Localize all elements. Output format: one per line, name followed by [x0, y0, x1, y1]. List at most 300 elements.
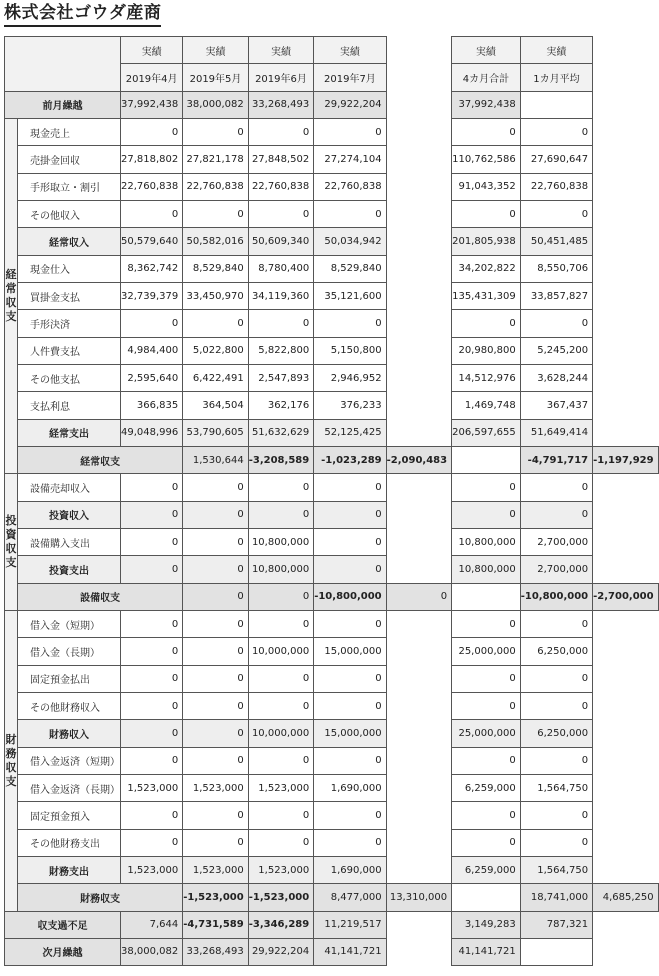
- table-cell: 50,582,016: [183, 228, 248, 255]
- table-cell: 4,984,400: [121, 337, 183, 364]
- table-cell: 34,119,360: [248, 282, 313, 309]
- table-cell: 0: [452, 829, 521, 856]
- column-header: 2019年7月: [314, 64, 386, 91]
- row-label: その他財務支出: [18, 829, 121, 856]
- table-cell: 0: [121, 556, 183, 583]
- column-gap: [452, 446, 521, 473]
- table-cell: 8,362,742: [121, 255, 183, 282]
- table-cell: 6,250,000: [520, 638, 592, 665]
- cash-flow-table: [4, 36, 659, 966]
- table-cell: -3,346,289: [248, 911, 313, 938]
- table-cell: 22,760,838: [248, 173, 313, 200]
- table-row: [5, 856, 659, 883]
- table-cell: 1,530,644: [183, 446, 248, 473]
- row-label: 手形決済: [18, 310, 121, 337]
- table-cell: 0: [314, 501, 386, 528]
- column-gap: [386, 474, 451, 501]
- row-label: 借入金（長期）: [18, 638, 121, 665]
- table-cell: 0: [248, 610, 313, 637]
- row-label: 現金売上: [18, 118, 121, 145]
- column-header: 実績: [452, 37, 521, 64]
- table-cell: 13,310,000: [386, 884, 451, 911]
- table-row: [5, 337, 659, 364]
- table-cell: 364,504: [183, 392, 248, 419]
- table-cell: 0: [248, 474, 313, 501]
- table-cell: 7,644: [121, 911, 183, 938]
- table-row: [5, 310, 659, 337]
- column-gap: [386, 118, 451, 145]
- column-gap: [386, 610, 451, 637]
- row-label: 売掛金回収: [18, 146, 121, 173]
- table-cell: 50,579,640: [121, 228, 183, 255]
- table-cell: 0: [248, 501, 313, 528]
- table-cell: 6,259,000: [452, 856, 521, 883]
- table-cell: 0: [452, 610, 521, 637]
- table-cell: 32,739,379: [121, 282, 183, 309]
- column-gap: [452, 884, 521, 911]
- table-cell: 110,762,586: [452, 146, 521, 173]
- table-row: [5, 583, 659, 610]
- table-cell: 10,800,000: [248, 528, 313, 555]
- table-cell: 0: [183, 692, 248, 719]
- table-cell: 0: [452, 200, 521, 227]
- table-row: [5, 884, 659, 911]
- table-cell: 0: [121, 528, 183, 555]
- table-row: [5, 528, 659, 555]
- column-gap: [386, 392, 451, 419]
- table-cell: 0: [314, 610, 386, 637]
- column-gap: [386, 173, 451, 200]
- table-cell: 8,550,706: [520, 255, 592, 282]
- table-cell: 4,685,250: [593, 884, 658, 911]
- table-cell: 0: [183, 528, 248, 555]
- table-cell: 27,848,502: [248, 146, 313, 173]
- table-cell: 2,700,000: [520, 528, 592, 555]
- table-cell: 0: [520, 610, 592, 637]
- table-cell: 51,632,629: [248, 419, 313, 446]
- table-cell: 53,790,605: [183, 419, 248, 446]
- table-row: [5, 802, 659, 829]
- row-label: 手形取立・割引: [18, 173, 121, 200]
- column-gap: [386, 200, 451, 227]
- table-cell: 33,268,493: [248, 91, 313, 118]
- table-cell: 50,451,485: [520, 228, 592, 255]
- row-label: 固定預金払出: [18, 665, 121, 692]
- table-row: [5, 255, 659, 282]
- table-cell: 0: [183, 501, 248, 528]
- section-label: [5, 474, 18, 611]
- table-cell: 1,523,000: [183, 774, 248, 801]
- column-gap: [452, 583, 521, 610]
- column-header: 実績: [314, 37, 386, 64]
- table-cell: 206,597,655: [452, 419, 521, 446]
- table-cell: 0: [520, 501, 592, 528]
- table-cell: 0: [248, 802, 313, 829]
- table-cell: 135,431,309: [452, 282, 521, 309]
- table-cell: 0: [314, 829, 386, 856]
- table-cell: 10,000,000: [248, 638, 313, 665]
- table-cell: -10,800,000: [520, 583, 592, 610]
- table-cell: 0: [520, 829, 592, 856]
- table-cell: 0: [452, 747, 521, 774]
- table-cell: 0: [248, 310, 313, 337]
- table-row: [5, 474, 659, 501]
- table-cell: 0: [183, 118, 248, 145]
- row-label: 支払利息: [18, 392, 121, 419]
- table-cell: 0: [183, 802, 248, 829]
- column-gap: [386, 856, 451, 883]
- table-cell: 0: [520, 118, 592, 145]
- row-label: 投資収入: [18, 501, 121, 528]
- table-cell: 0: [520, 692, 592, 719]
- table-cell: 0: [314, 310, 386, 337]
- table-cell: 366,835: [121, 392, 183, 419]
- table-cell: 5,822,800: [248, 337, 313, 364]
- table-cell: 37,992,438: [121, 91, 183, 118]
- table-row: [5, 610, 659, 637]
- table-cell: 49,048,996: [121, 419, 183, 446]
- row-label: 人件費支払: [18, 337, 121, 364]
- column-gap: [386, 692, 451, 719]
- table-cell: 5,245,200: [520, 337, 592, 364]
- table-cell: 8,529,840: [314, 255, 386, 282]
- table-cell: 0: [183, 310, 248, 337]
- column-header: 4カ月合計: [452, 64, 521, 91]
- table-cell: 0: [452, 474, 521, 501]
- table-cell: 10,800,000: [452, 556, 521, 583]
- section-label-text: 投資収支: [5, 514, 17, 570]
- table-row: [5, 501, 659, 528]
- row-label: その他財務収入: [18, 692, 121, 719]
- table-row: [5, 446, 659, 473]
- column-gap: [386, 638, 451, 665]
- table-cell: 33,268,493: [183, 938, 248, 965]
- table-cell: 10,800,000: [452, 528, 521, 555]
- column-gap: [386, 556, 451, 583]
- column-header: 実績: [248, 37, 313, 64]
- column-gap: [386, 146, 451, 173]
- table-cell: 38,000,082: [183, 91, 248, 118]
- table-row: [5, 91, 659, 118]
- row-label: 財務収支: [18, 884, 183, 911]
- table-cell: 0: [314, 556, 386, 583]
- table-cell: 0: [314, 528, 386, 555]
- table-cell: 27,690,647: [520, 146, 592, 173]
- table-cell: 1,469,748: [452, 392, 521, 419]
- table-row: [5, 638, 659, 665]
- table-cell: 0: [452, 692, 521, 719]
- table-cell: 15,000,000: [314, 638, 386, 665]
- table-cell: 0: [121, 501, 183, 528]
- table-cell: 38,000,082: [121, 938, 183, 965]
- table-row: [5, 173, 659, 200]
- table-cell: 0: [183, 638, 248, 665]
- table-cell: 0: [121, 802, 183, 829]
- table-cell: 0: [452, 802, 521, 829]
- table-row: [5, 282, 659, 309]
- table-cell: 0: [121, 310, 183, 337]
- table-cell: -4,731,589: [183, 911, 248, 938]
- row-label: 次月繰越: [5, 938, 121, 965]
- table-cell: [520, 91, 592, 118]
- table-cell: 0: [314, 802, 386, 829]
- table-cell: 0: [121, 720, 183, 747]
- row-label: 設備売却収入: [18, 474, 121, 501]
- table-cell: 6,422,491: [183, 364, 248, 391]
- table-cell: 51,649,414: [520, 419, 592, 446]
- table-cell: 0: [121, 200, 183, 227]
- table-row: [5, 419, 659, 446]
- row-label: 買掛金支払: [18, 282, 121, 309]
- table-cell: -1,197,929: [593, 446, 658, 473]
- table-cell: 35,121,600: [314, 282, 386, 309]
- table-cell: 0: [121, 665, 183, 692]
- table-row: [5, 228, 659, 255]
- table-cell: 1,523,000: [183, 856, 248, 883]
- table-cell: 14,512,976: [452, 364, 521, 391]
- table-cell: 0: [452, 501, 521, 528]
- table-cell: 1,564,750: [520, 774, 592, 801]
- table-cell: 8,529,840: [183, 255, 248, 282]
- column-gap: [386, 938, 451, 965]
- column-gap: [386, 228, 451, 255]
- row-label: 経常支出: [18, 419, 121, 446]
- column-gap: [386, 282, 451, 309]
- column-gap: [386, 802, 451, 829]
- table-cell: 201,805,938: [452, 228, 521, 255]
- table-cell: 0: [314, 200, 386, 227]
- column-header: 2019年6月: [248, 64, 313, 91]
- row-label: 前月繰越: [5, 91, 121, 118]
- table-cell: -1,523,000: [183, 884, 248, 911]
- row-label: 設備購入支出: [18, 528, 121, 555]
- column-gap: [386, 501, 451, 528]
- column-gap: [386, 911, 451, 938]
- row-label: 借入金返済（短期）: [18, 747, 121, 774]
- table-cell: 0: [183, 610, 248, 637]
- header-corner: [5, 37, 121, 92]
- table-cell: 787,321: [520, 911, 592, 938]
- table-cell: 0: [248, 747, 313, 774]
- section-label-text: 経常収支: [5, 268, 17, 324]
- table-cell: 29,922,204: [314, 91, 386, 118]
- table-row: [5, 938, 659, 965]
- table-cell: 0: [183, 720, 248, 747]
- column-gap: [386, 665, 451, 692]
- table-cell: 0: [248, 665, 313, 692]
- table-cell: 6,250,000: [520, 720, 592, 747]
- column-gap: [386, 720, 451, 747]
- table-cell: 0: [248, 829, 313, 856]
- table-cell: -3,208,589: [248, 446, 313, 473]
- table-cell: 1,690,000: [314, 774, 386, 801]
- table-cell: 15,000,000: [314, 720, 386, 747]
- table-cell: 0: [520, 747, 592, 774]
- table-cell: 0: [314, 665, 386, 692]
- table-cell: 41,141,721: [314, 938, 386, 965]
- row-label: 財務支出: [18, 856, 121, 883]
- table-cell: 0: [520, 310, 592, 337]
- column-gap: [386, 829, 451, 856]
- table-cell: 41,141,721: [452, 938, 521, 965]
- table-cell: 0: [248, 200, 313, 227]
- page-title: 株式会社ゴウダ産商: [4, 2, 161, 27]
- table-cell: 0: [520, 802, 592, 829]
- row-label: その他支払: [18, 364, 121, 391]
- table-cell: 0: [183, 829, 248, 856]
- table-cell: 0: [121, 747, 183, 774]
- table-cell: -10,800,000: [314, 583, 386, 610]
- row-label: 収支過不足: [5, 911, 121, 938]
- table-cell: 0: [121, 638, 183, 665]
- table-cell: 27,274,104: [314, 146, 386, 173]
- table-row: [5, 364, 659, 391]
- table-cell: -2,700,000: [593, 583, 658, 610]
- table-cell: 376,233: [314, 392, 386, 419]
- table-cell: 362,176: [248, 392, 313, 419]
- table-cell: 10,000,000: [248, 720, 313, 747]
- table-cell: 0: [520, 474, 592, 501]
- section-label-text: 財務収支: [5, 732, 17, 788]
- table-cell: 0: [452, 665, 521, 692]
- table-cell: 50,034,942: [314, 228, 386, 255]
- table-cell: 50,609,340: [248, 228, 313, 255]
- table-cell: 34,202,822: [452, 255, 521, 282]
- table-cell: 0: [314, 747, 386, 774]
- table-cell: 367,437: [520, 392, 592, 419]
- table-cell: -1,523,000: [248, 884, 313, 911]
- table-cell: 1,523,000: [248, 774, 313, 801]
- table-cell: 8,477,000: [314, 884, 386, 911]
- table-cell: 37,992,438: [452, 91, 521, 118]
- table-row: [5, 556, 659, 583]
- table-cell: 25,000,000: [452, 638, 521, 665]
- table-cell: 0: [452, 310, 521, 337]
- column-header: 実績: [121, 37, 183, 64]
- column-gap: [386, 91, 451, 118]
- table-cell: 5,022,800: [183, 337, 248, 364]
- table-row: [5, 911, 659, 938]
- row-label: 投資支出: [18, 556, 121, 583]
- column-header: 実績: [183, 37, 248, 64]
- column-header: 2019年4月: [121, 64, 183, 91]
- table-cell: 1,564,750: [520, 856, 592, 883]
- table-cell: 2,946,952: [314, 364, 386, 391]
- table-cell: 0: [183, 556, 248, 583]
- table-cell: 8,780,400: [248, 255, 313, 282]
- column-gap: [386, 337, 451, 364]
- table-cell: 29,922,204: [248, 938, 313, 965]
- table-row: [5, 692, 659, 719]
- table-cell: 0: [386, 583, 451, 610]
- table-row: [5, 146, 659, 173]
- section-label: [5, 118, 18, 473]
- column-header: 実績: [520, 37, 592, 64]
- table-cell: -1,023,289: [314, 446, 386, 473]
- table-cell: 0: [452, 118, 521, 145]
- column-gap: [386, 37, 451, 64]
- table-cell: 2,595,640: [121, 364, 183, 391]
- column-gap: [386, 310, 451, 337]
- table-cell: 0: [520, 665, 592, 692]
- row-label: 経常収入: [18, 228, 121, 255]
- table-row: [5, 200, 659, 227]
- table-cell: 0: [183, 665, 248, 692]
- table-cell: 0: [183, 583, 248, 610]
- row-label: その他収入: [18, 200, 121, 227]
- table-cell: 25,000,000: [452, 720, 521, 747]
- table-cell: -4,791,717: [520, 446, 592, 473]
- row-label: 設備収支: [18, 583, 183, 610]
- column-gap: [386, 64, 451, 91]
- table-cell: 0: [248, 583, 313, 610]
- table-body: [5, 37, 659, 966]
- column-gap: [386, 364, 451, 391]
- column-gap: [386, 528, 451, 555]
- table-cell: 22,760,838: [121, 173, 183, 200]
- table-cell: 2,700,000: [520, 556, 592, 583]
- table-cell: 0: [314, 692, 386, 719]
- table-cell: 6,259,000: [452, 774, 521, 801]
- row-label: 現金仕入: [18, 255, 121, 282]
- table-cell: 33,450,970: [183, 282, 248, 309]
- table-cell: 33,857,827: [520, 282, 592, 309]
- column-gap: [386, 774, 451, 801]
- table-cell: 27,818,802: [121, 146, 183, 173]
- column-gap: [386, 255, 451, 282]
- row-label: 借入金返済（長期）: [18, 774, 121, 801]
- table-row: [5, 118, 659, 145]
- table-cell: 18,741,000: [520, 884, 592, 911]
- table-cell: 22,760,838: [520, 173, 592, 200]
- table-cell: 10,800,000: [248, 556, 313, 583]
- column-header: 2019年5月: [183, 64, 248, 91]
- table-cell: 3,628,244: [520, 364, 592, 391]
- table-cell: 0: [121, 829, 183, 856]
- row-label: 借入金（短期）: [18, 610, 121, 637]
- section-label: [5, 610, 18, 911]
- table-cell: 20,980,800: [452, 337, 521, 364]
- table-cell: 0: [121, 610, 183, 637]
- table-cell: 0: [314, 474, 386, 501]
- table-cell: 27,821,178: [183, 146, 248, 173]
- table-row: [5, 665, 659, 692]
- table-cell: 0: [121, 118, 183, 145]
- table-cell: 0: [183, 474, 248, 501]
- table-cell: 91,043,352: [452, 173, 521, 200]
- table-cell: 11,219,517: [314, 911, 386, 938]
- table-cell: 1,523,000: [248, 856, 313, 883]
- table-row: [5, 774, 659, 801]
- table-cell: 1,690,000: [314, 856, 386, 883]
- table-cell: 0: [121, 692, 183, 719]
- row-label: 経常収支: [18, 446, 183, 473]
- table-cell: 3,149,283: [452, 911, 521, 938]
- column-gap: [386, 747, 451, 774]
- table-cell: [520, 938, 592, 965]
- table-row: [5, 747, 659, 774]
- table-row: [5, 829, 659, 856]
- table-cell: 0: [248, 692, 313, 719]
- table-cell: 1,523,000: [121, 774, 183, 801]
- row-label: 財務収入: [18, 720, 121, 747]
- table-cell: 0: [183, 200, 248, 227]
- table-row: [5, 392, 659, 419]
- table-cell: -2,090,483: [386, 446, 451, 473]
- row-label: 固定預金預入: [18, 802, 121, 829]
- table-cell: 52,125,425: [314, 419, 386, 446]
- table-cell: 22,760,838: [183, 173, 248, 200]
